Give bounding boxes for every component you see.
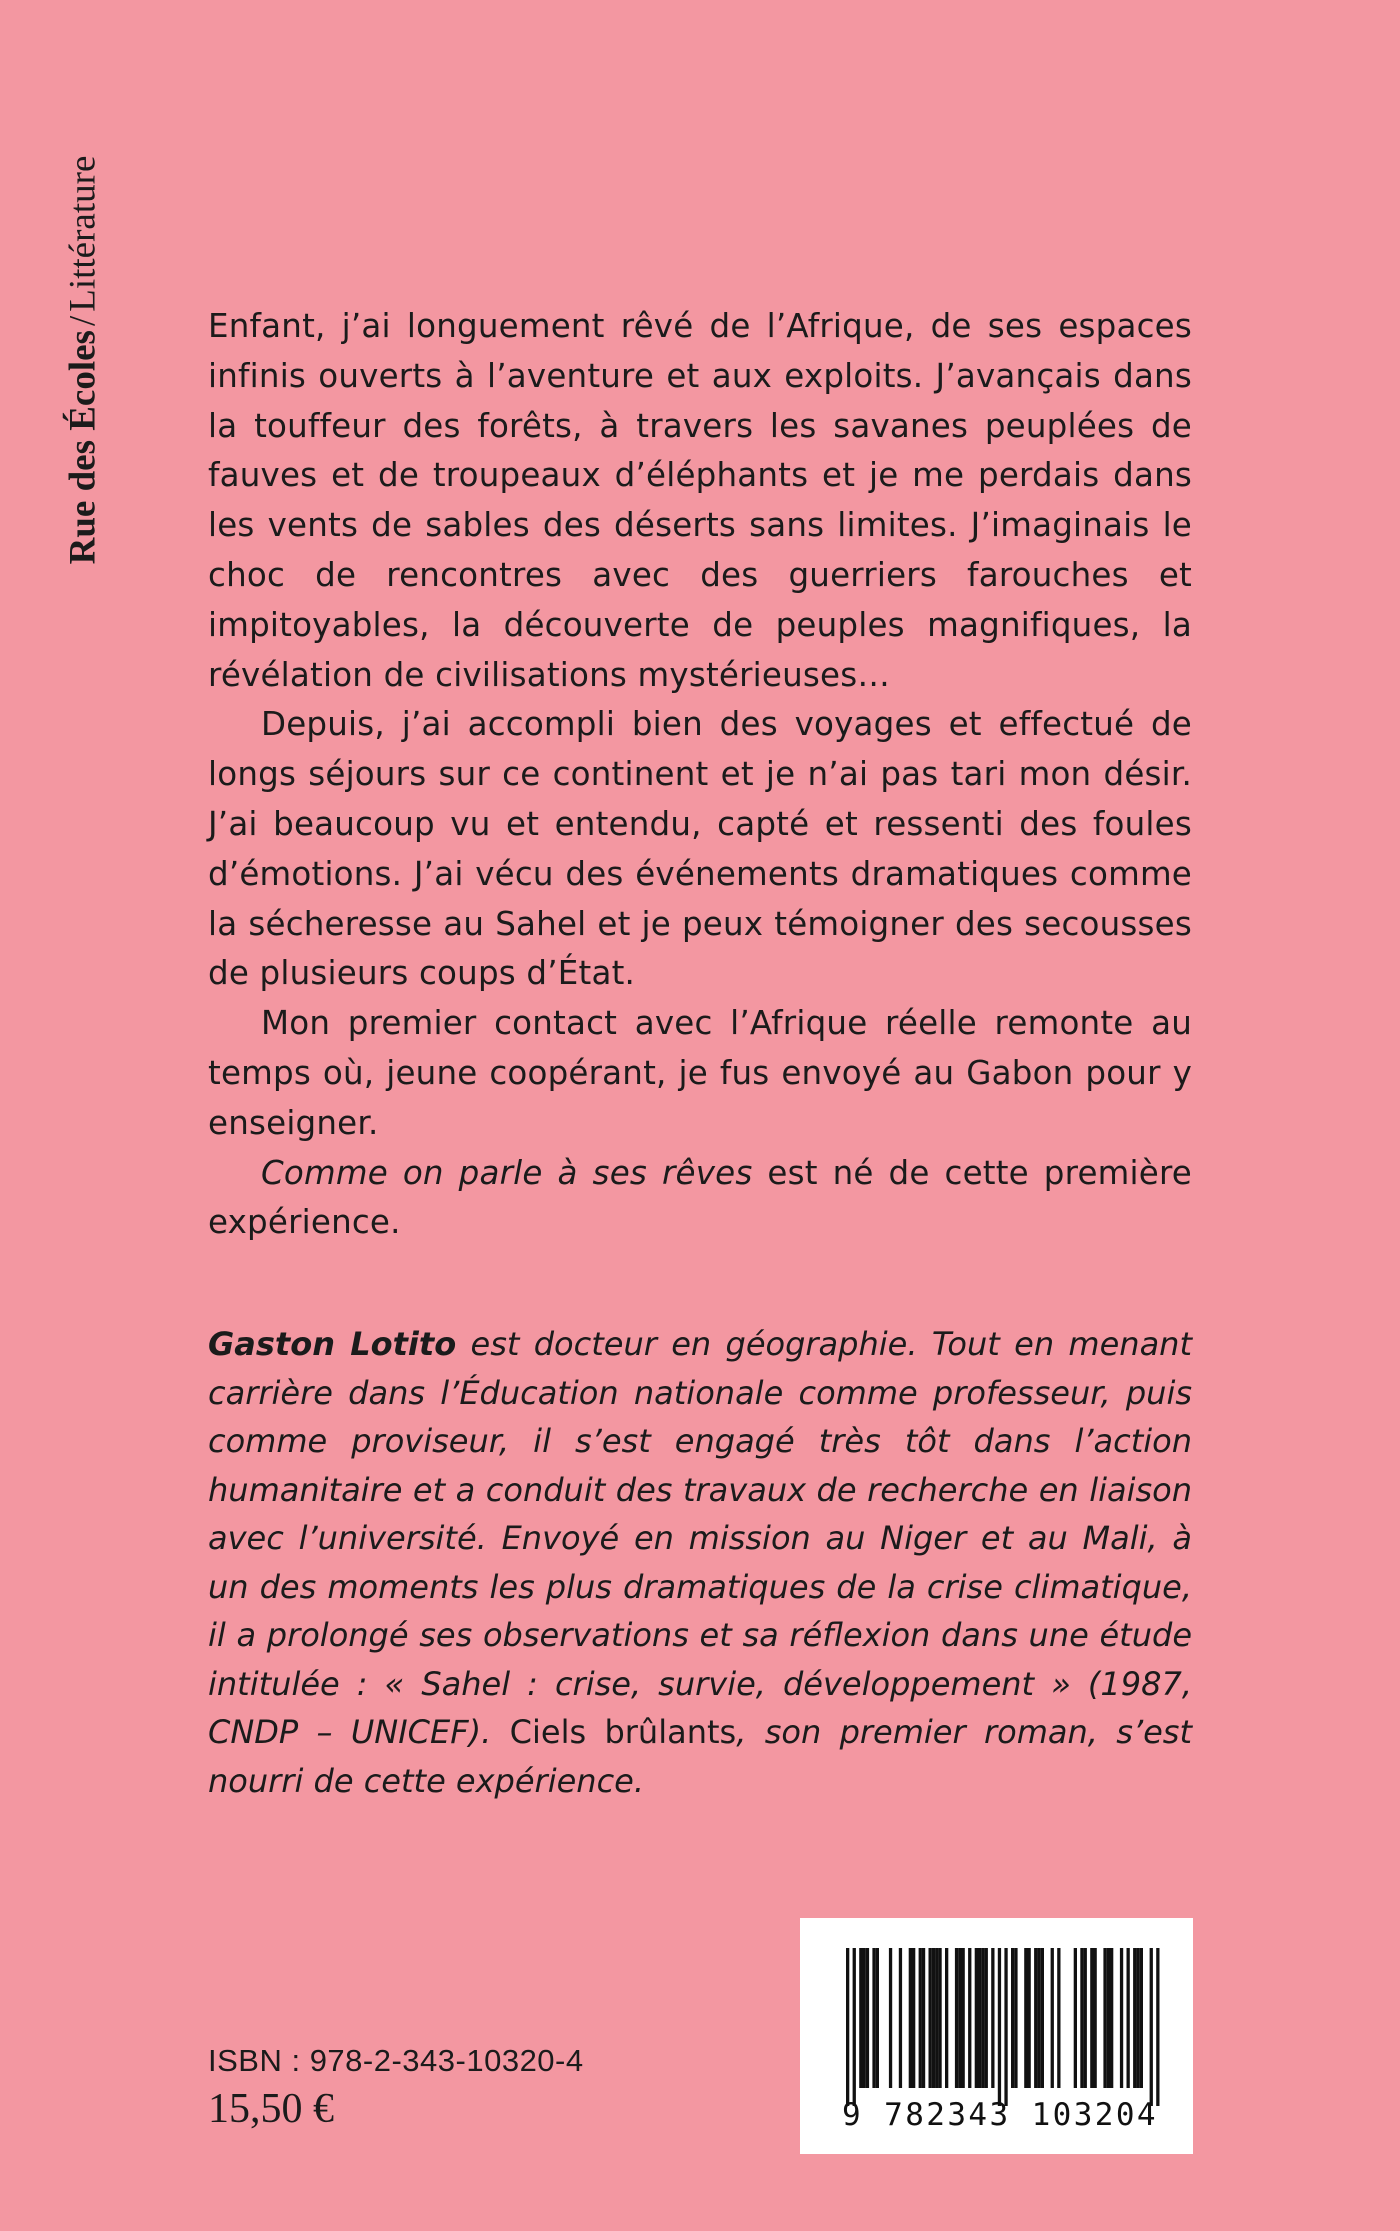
barcode-bar xyxy=(945,1948,948,2088)
barcode-bar xyxy=(919,1948,922,2088)
spine-label xyxy=(60,100,106,620)
barcode-bar xyxy=(932,1948,935,2088)
barcode-bar xyxy=(1037,1948,1040,2088)
barcode-bar xyxy=(981,1948,984,2088)
barcode-bar xyxy=(1133,1948,1136,2088)
blurb-paragraph-3: Mon premier contact avec l’Afrique réelle remonte au temps où, jeune coopérant, je fus envoyé au Gabon pour y enseigner. xyxy=(208,1004,1192,1142)
blurb xyxy=(208,302,1192,1248)
blurb-paragraph-2: Depuis, j’ai accompli bien des voyages et effectué de longs séjours sur ce continent et je n’ai pas tari mon désir. J’ai beaucoup vu et entendu, capté et ressenti des foules d’émotions. J’ai vécu des événements dramatiques comme la sécheresse au Sahel et je peux témoigner des secousses de plusieurs coups d’État. xyxy=(208,705,1192,993)
author-bio-paragraph xyxy=(208,1320,1192,1805)
book-title: Comme on parle à ses rêves xyxy=(261,1153,753,1192)
barcode-bar xyxy=(912,1948,915,2088)
barcode-bar xyxy=(1094,1948,1097,2088)
barcode-bar xyxy=(1011,1948,1014,2088)
barcode-bar xyxy=(962,1948,965,2088)
barcode-bar xyxy=(991,1948,994,2088)
barcode-bar xyxy=(1120,1948,1123,2088)
barcode-bar xyxy=(955,1948,958,2088)
barcode-bar xyxy=(846,1948,849,2106)
barcode-bar xyxy=(1107,1948,1110,2088)
barcode-bar xyxy=(958,1948,961,2088)
barcode-bar xyxy=(985,1948,988,2088)
barcode-bar xyxy=(1051,1948,1054,2088)
barcode-bar xyxy=(866,1948,869,2088)
barcode-bar xyxy=(935,1948,938,2088)
barcode-bar xyxy=(1110,1948,1113,2088)
barcode-bar xyxy=(872,1948,875,2088)
barcode-bar xyxy=(1156,1948,1159,2106)
barcode-bar xyxy=(1057,1948,1060,2088)
author-bio-text-1: est docteur en géographie. Tout en menant carrière dans l’Éducation nationale comme professeur, puis comme proviseur, il s’est engagé très tôt dans l’action humanitaire et a conduit des travaux de recherche en liaison avec l’université. Envoyé en mission au Niger et au Mali, à un des moments les plus dramatiques de la crise climatique, il a prolongé ses observations et sa réflexion dans une étude intitulée : « Sahel : crise, survie, développement » (1987, CNDP – UNICEF). xyxy=(208,1325,1193,1751)
barcode-bar xyxy=(863,1948,866,2088)
barcode-bar xyxy=(975,1948,978,2088)
blurb-paragraph-4 xyxy=(208,1149,1192,1249)
author-bio xyxy=(208,1320,1192,1805)
barcode-bar xyxy=(1080,1948,1083,2088)
barcode-bar xyxy=(968,1948,971,2088)
barcode-bar xyxy=(889,1948,892,2088)
barcode-bar xyxy=(1028,1948,1031,2088)
barcode-bar xyxy=(1103,1948,1106,2088)
barcode-bar xyxy=(978,1948,981,2088)
author-bio-text-2: , son premier roman, s’est nourri de cette expérience. xyxy=(208,1713,1193,1800)
barcode-bar xyxy=(1041,1948,1044,2088)
barcode-bar xyxy=(1024,1948,1027,2088)
author-name: Gaston Lotito xyxy=(208,1325,457,1363)
barcode-bar xyxy=(853,1948,856,2106)
barcode-bar xyxy=(1150,1948,1153,2106)
barcode-bar xyxy=(1090,1948,1093,2088)
barcode xyxy=(800,1918,1193,2154)
price: 15,50 € xyxy=(208,2086,334,2132)
barcode-bar xyxy=(1136,1948,1139,2088)
barcode-bar xyxy=(929,1948,932,2088)
isbn: ISBN : 978-2-343-10320-4 xyxy=(208,2043,584,2078)
barcode-digits: 9 782343 103204 xyxy=(842,2097,1158,2133)
barcode-bar xyxy=(922,1948,925,2088)
collection-name: Littérature xyxy=(62,155,104,312)
blurb-paragraph-1: Enfant, j’ai longuement rêvé de l’Afrique, de ses espaces infinis ouverts à l’aventure et aux exploits. J’avançais dans la touffeur des forêts, à travers les savanes peuplées de fauves et de troupeaux d’éléphants et je me perdais dans les vents de sables des déserts sans limites. J’imaginais le choc de rencontres avec des guerriers farouches et impitoyables, la découverte de peuples magnifiques, la révélation de civilisations mystérieuses… xyxy=(208,307,1192,694)
barcode-bar xyxy=(859,1948,862,2088)
barcode-bar xyxy=(899,1948,902,2088)
blurb-paragraph-4-rest: est né de cette première expérience. xyxy=(208,1153,1192,1242)
barcode-bar xyxy=(1004,1948,1007,2106)
barcode-bar xyxy=(1084,1948,1087,2088)
barcode-bar xyxy=(1034,1948,1037,2088)
series-separator: / xyxy=(62,315,104,327)
barcode-bar xyxy=(1074,1948,1077,2088)
barcode-bar xyxy=(909,1948,912,2088)
barcode-bar xyxy=(1140,1948,1143,2088)
previous-novel-title: Ciels brûlants xyxy=(509,1713,737,1751)
barcode-bar xyxy=(998,1948,1001,2106)
barcode-bar xyxy=(1127,1948,1130,2088)
barcode-bar xyxy=(1014,1948,1017,2088)
series-name: Rue des Écoles xyxy=(62,330,104,565)
barcode-bar xyxy=(876,1948,879,2088)
barcode-bar xyxy=(938,1948,941,2088)
